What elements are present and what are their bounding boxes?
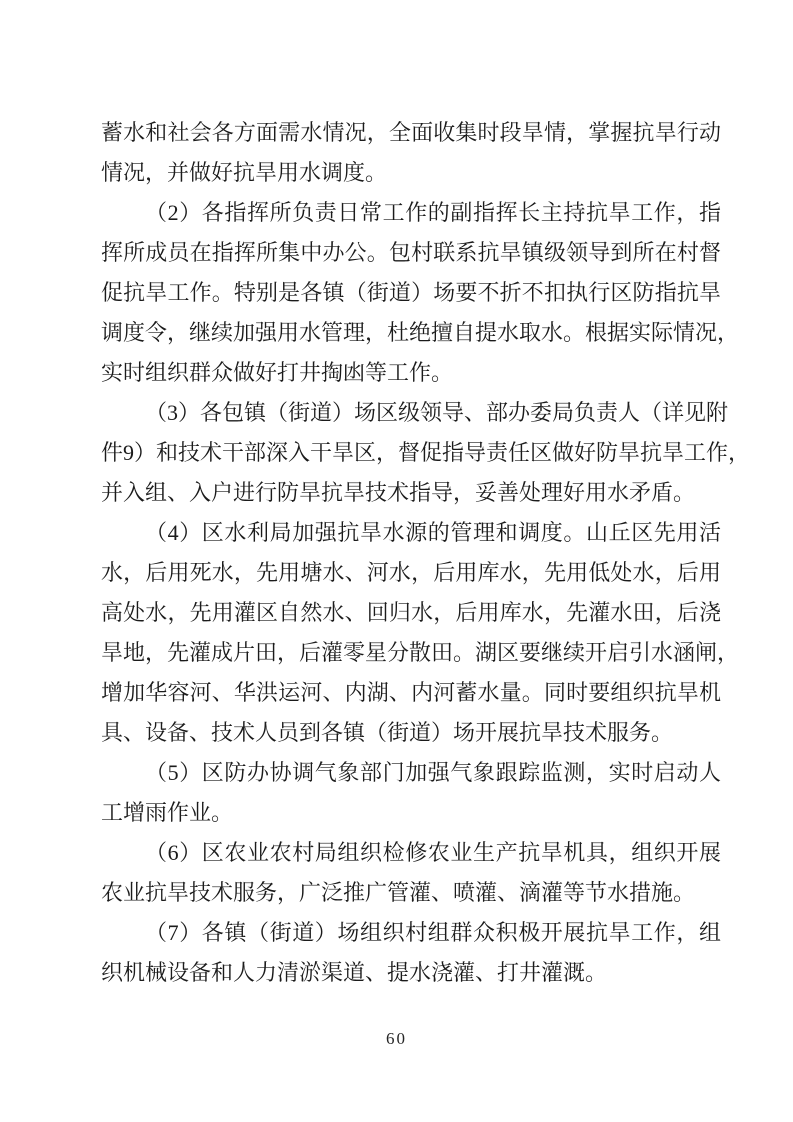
text-line: （5）区防办协调气象部门加强气象跟踪监测，实时启动人 bbox=[145, 760, 721, 785]
paragraph bbox=[101, 513, 740, 753]
paragraph bbox=[101, 113, 721, 193]
paragraph bbox=[101, 833, 721, 913]
text-block bbox=[101, 113, 751, 993]
text-line: 高处水，先用灌区自然水、回归水，后用库水，先灌水田，后浇 bbox=[101, 600, 721, 625]
paragraph bbox=[101, 753, 721, 833]
text-line: 织机械设备和人力清淤渠道、提水浇灌、打井灌溉。 bbox=[101, 960, 608, 985]
page-number: 60 bbox=[386, 1029, 407, 1048]
text-line: 件9）和技术干部深入干旱区，督促指导责任区做好防旱抗旱工作， bbox=[101, 440, 751, 465]
text-line: 农业抗旱技术服务，广泛推广管灌、喷灌、滴灌等节水措施。 bbox=[101, 880, 696, 905]
text-line: 并入组、入户进行防旱抗旱技术指导，妥善处理好用水矛盾。 bbox=[101, 480, 696, 505]
text-line: 蓄水和社会各方面需水情况，全面收集时段旱情，掌握抗旱行动 bbox=[101, 120, 721, 145]
text-line: （4）区水利局加强抗旱水源的管理和调度。山丘区先用活 bbox=[145, 520, 721, 545]
text-line: （6）区农业农村局组织检修农业生产抗旱机具，组织开展 bbox=[145, 840, 721, 865]
text-line: （3）各包镇（街道）场区级领导、部办委局负责人（详见附 bbox=[145, 400, 729, 425]
text-line: 旱地，先灌成片田，后灌零星分散田。湖区要继续开启引水涵闸， bbox=[101, 640, 740, 665]
text-line: 增加华容河、华洪运河、内湖、内河蓄水量。同时要组织抗旱机 bbox=[101, 680, 721, 705]
text-line: 调度令，继续加强用水管理，杜绝擅自提水取水。根据实际情况， bbox=[101, 320, 740, 345]
text-line: （2）各指挥所负责日常工作的副指挥长主持抗旱工作，指 bbox=[145, 200, 721, 225]
text-line: 实时组织群众做好打井掏凼等工作。 bbox=[101, 360, 454, 385]
paragraph bbox=[101, 393, 751, 513]
text-line: 促抗旱工作。特别是各镇（街道）场要不折不扣执行区防指抗旱 bbox=[101, 280, 721, 305]
text-line: 水，后用死水，先用塘水、河水，后用库水，先用低处水，后用 bbox=[101, 560, 721, 585]
paragraph bbox=[101, 913, 721, 993]
text-line: 挥所成员在指挥所集中办公。包村联系抗旱镇级领导到所在村督 bbox=[101, 240, 721, 265]
text-line: 情况，并做好抗旱用水调度。 bbox=[101, 160, 388, 185]
text-line: 具、设备、技术人员到各镇（街道）场开展抗旱技术服务。 bbox=[101, 720, 674, 745]
text-line: （7）各镇（街道）场组织村组群众积极开展抗旱工作，组 bbox=[145, 920, 721, 945]
text-line: 工增雨作业。 bbox=[101, 800, 234, 825]
paragraph bbox=[101, 193, 740, 393]
